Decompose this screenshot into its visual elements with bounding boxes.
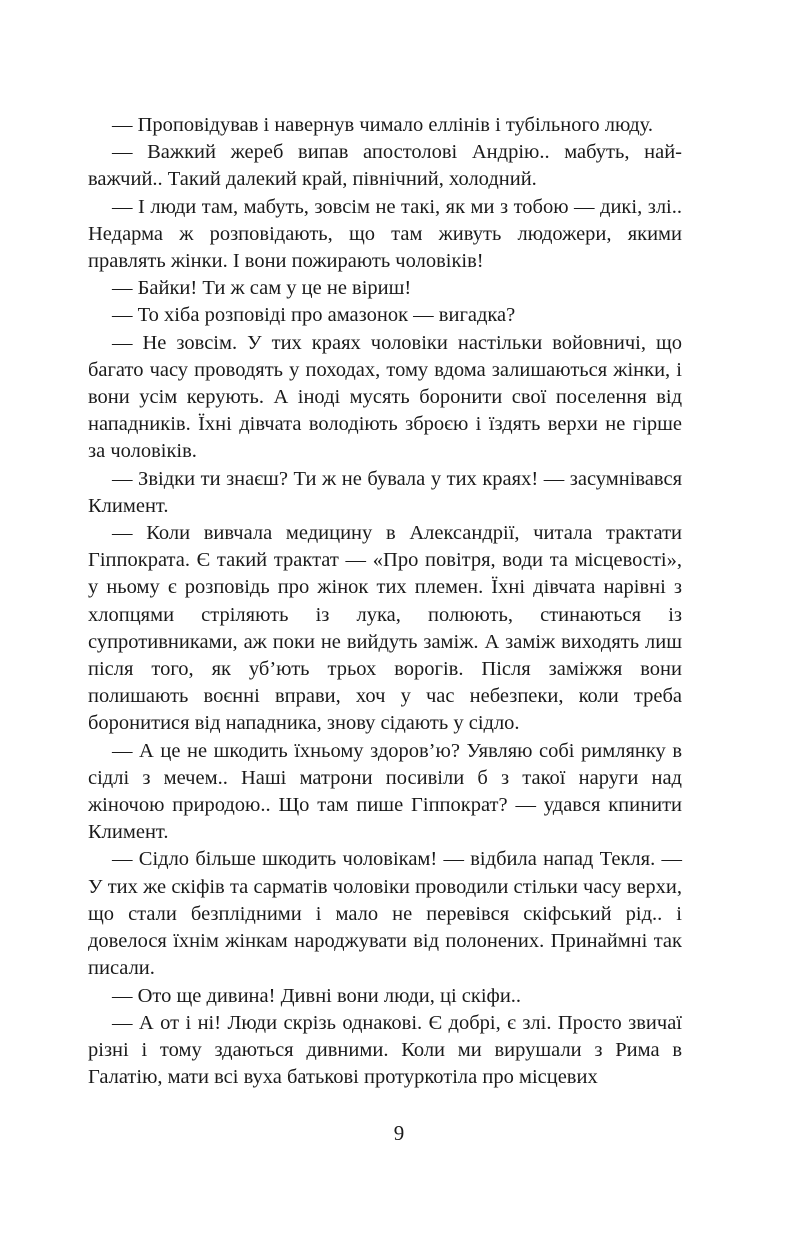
paragraph: — Ото ще дивина! Дивні вони люди, ці скіфи.. — [112, 984, 522, 1007]
paragraph: — Коли вивчала медицину в Александрії, читала трактати Гіппократа. Є такий трактат — «Про повітря, води та місцевості», у ньому є розповідь про жінок тих племен. Їхні дівчата нарівні з хлопцями стріляють із лука, полюють, стинаються із супротивниками, аж поки не вийдуть заміж. А заміж виходять лиш після того, як уб’ють трьох ворогів. Після заміжжя вони полишають воєнні вправи, хоч у час небезпеки, коли треба боронитися від нападника, знову сідають у сідло. — [88, 522, 682, 735]
paragraph: — Не зовсім. У тих краях чоловіки настільки войовничі, що багато часу проводять у походах, тому вдома залишаються жінки, і вони усім керують. А іноді мусять боронити свої поселення від нападників. Їхні дівчата володіють зброєю і їздять верхи не гірше за чоловіків. — [88, 331, 682, 463]
paragraph: — Проповідував і навернув чимало еллінів і тубільного люду. — [112, 114, 654, 136]
paragraph: — Звідки ти знаєш? Ти ж не бувала у тих краях! — засумнівався Климент. — [88, 467, 682, 517]
paragraph: — А от і ні! Люди скрізь однакові. Є добрі, є злі. Просто звичаї різні і тому здаються дивними. Коли ми вирушали з Рима в Галатію, мати всі вуха батькові протуркотіла про місцевих — [88, 1011, 682, 1089]
paragraph: — Сідло більше шкодить чоловікам! — відбила напад Текля. — У тих же скіфів та сарматів чоловіки проводили стільки часу верхи, що стали безплідними і мало не перевівся скіфський рід.. і довелося їхнім жінкам народжувати від полонених. Принаймні так писали. — [88, 848, 682, 980]
paragraph: — Важкий жереб випав апостолові Андрію.. мабуть, найважчий.. Такий далекий край, північний, холодний. — [88, 141, 682, 191]
paragraph: — А це не шкодить їхньому здоров’ю? Уявляю собі римлянку в сідлі з мечем.. Наші матрони посивіли б з такої наруги над жіночою природою.. Що там пише Гіппократ? — удався кпинити Климент. — [88, 739, 682, 844]
book-page-text — [88, 112, 682, 1091]
page-number: 9 — [393, 1121, 405, 1145]
paragraph: — То хіба розповіді про амазонок — вигадка? — [112, 304, 516, 327]
paragraph: — Байки! Ти ж сам у це не віриш! — [112, 277, 412, 300]
paragraph: — І люди там, мабуть, зовсім не такі, як ми з тобою — дикі, злі.. Недарма ж розповідають, що там живуть людожери, якими правлять жінки. І вони пожирають чоловіків! — [88, 195, 682, 273]
